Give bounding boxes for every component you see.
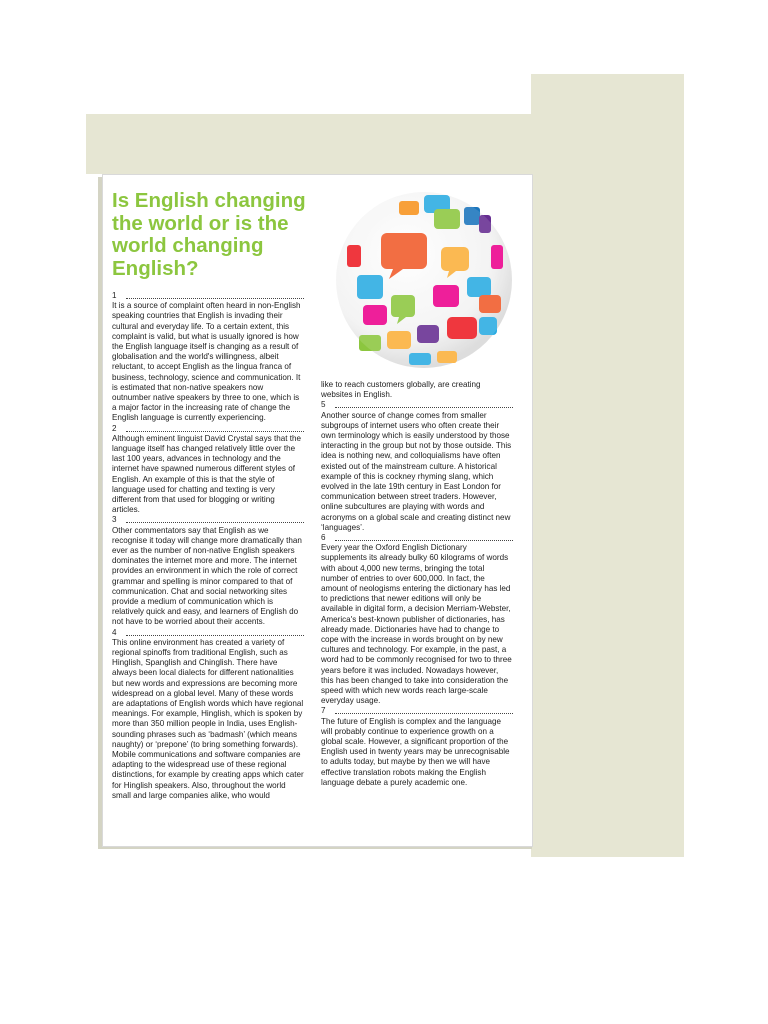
paragraph-1: It is a source of complaint often heard in non-English speaking countries that English is invading their cultural and everyday life. To a certain extent, this complaint is valid, but what is usually ignored is how the English language itself is changing as a result of globalisation and the world's willingness, albeit reluctant, to accept English as the lingua franca of business, technology, science and communication. It is estimated that non-native speakers now outnumber native speakers by three to one, which is a major factor in the increasing rate of change the English language is currently experiencing. (112, 301, 301, 423)
paragraph-6: Every year the Oxford English Dictionary supplements its already bulky 60 kilograms of words with about 4,000 new terms, bringing the total number of entries to over 600,000. In fact, the amount of neologisms entering the dictionary has led to predictions that newer editions will only be available in digital form, a decision Merriam-Webster, America's best-known publisher of dictionaries, has already made. Dictionaries have had to change to cope with the increase in words brought on by new cultures and technology. For example, in the past, a word had to be commonly recognised for two to three years before it was included. Nowadays however, this has been changed to take into consideration the speed with which new words reach large-scale everyday usage. (321, 543, 512, 706)
gap-4 (112, 628, 304, 638)
answer-line (126, 298, 304, 299)
answer-line (126, 431, 304, 432)
paragraph-3: Other commentators say that English as we recognise it today will change more dramatically than ever as the number of non-native English speakers dominates the internet more and more. The internet provides an environment in which the role of correct grammar and spelling is minor compared to that of communication. Chat and social networking sites provide a medium of communication which is relatively quick and easy, and learners of English do not have to be worried about their accents. (112, 525, 302, 627)
gap-7 (321, 706, 513, 716)
gap-2 (112, 424, 304, 434)
paragraph-4: This online environment has created a variety of regional spinoffs from traditional English, such as Hinglish, Spanglish and Chinglish. There have always been local dialects for different nationalities but new words and expressions are becoming more widespread on a global level. Many of these words are adaptations of English words which have regional meanings. For example, Hinglish, which is spoken by more than 350 million people in India, uses English-sounding phrases such as ‘badmash’ (which means naughty) or ‘prepone’ (to bring something forwards). (112, 637, 304, 749)
right-column (321, 380, 513, 788)
paragraph-2: Although eminent linguist David Crystal says that the language itself has changed relatively little over the last 100 years, advances in technology and the internet have spawned numerous different styles of English. An example of this is that the style of language used for chatting and texting is very different from that used for blogging or writing articles. (112, 433, 301, 515)
gap-5 (321, 400, 513, 410)
gap-number: 7 (321, 706, 326, 716)
article-title: Is English changing the world or is the world changing English? (112, 189, 306, 280)
gap-number: 1 (112, 291, 117, 300)
gap-number: 2 (112, 423, 117, 433)
gap-number: 5 (321, 400, 326, 410)
gap-6 (321, 533, 513, 543)
paragraph-4-end: like to reach customers globally, are creating websites in English. (321, 380, 481, 400)
gap-number: 6 (321, 533, 326, 543)
gap-number: 3 (112, 515, 117, 525)
answer-line (335, 713, 513, 714)
article-page (102, 174, 533, 847)
paragraph-7: The future of English is complex and the language will probably continue to experience growth on a global scale. However, a significant proportion of the English used in twenty years may be unrecognisable to adults today, but maybe by then we will have effective translation robots making the English language debate a purely academic one. (321, 716, 510, 787)
paragraph-4-continued: Mobile communications and software companies are adapting to the widespread use of these regional distinctions, for example by creating apps which cater for Hinglish speakers. Also, throughout the world small and large companies alike, who would (112, 750, 304, 800)
gap-1 (112, 291, 304, 301)
background-band-right (531, 74, 684, 857)
paragraph-5: Another source of change comes from smaller subgroups of internet users who often create their own terminology which is easily understood by those interacting in the group but not by those outside. This idea is nothing new, and colloquialisms have often existed out of the mainstream culture. A historical example of this is cockney rhyming slang, which evolved in the late 19th century in East London for communication between street traders. However, online subcultures are playing with words and acronyms on a global scale and creating distinct new ‘languages’. (321, 410, 512, 532)
answer-line (335, 407, 513, 408)
answer-line (126, 522, 304, 523)
left-column (112, 291, 304, 801)
speech-bubble-globe-icon (329, 185, 519, 375)
gap-number: 4 (112, 627, 117, 637)
gap-3 (112, 515, 304, 525)
answer-line (335, 540, 513, 541)
answer-line (126, 635, 304, 636)
